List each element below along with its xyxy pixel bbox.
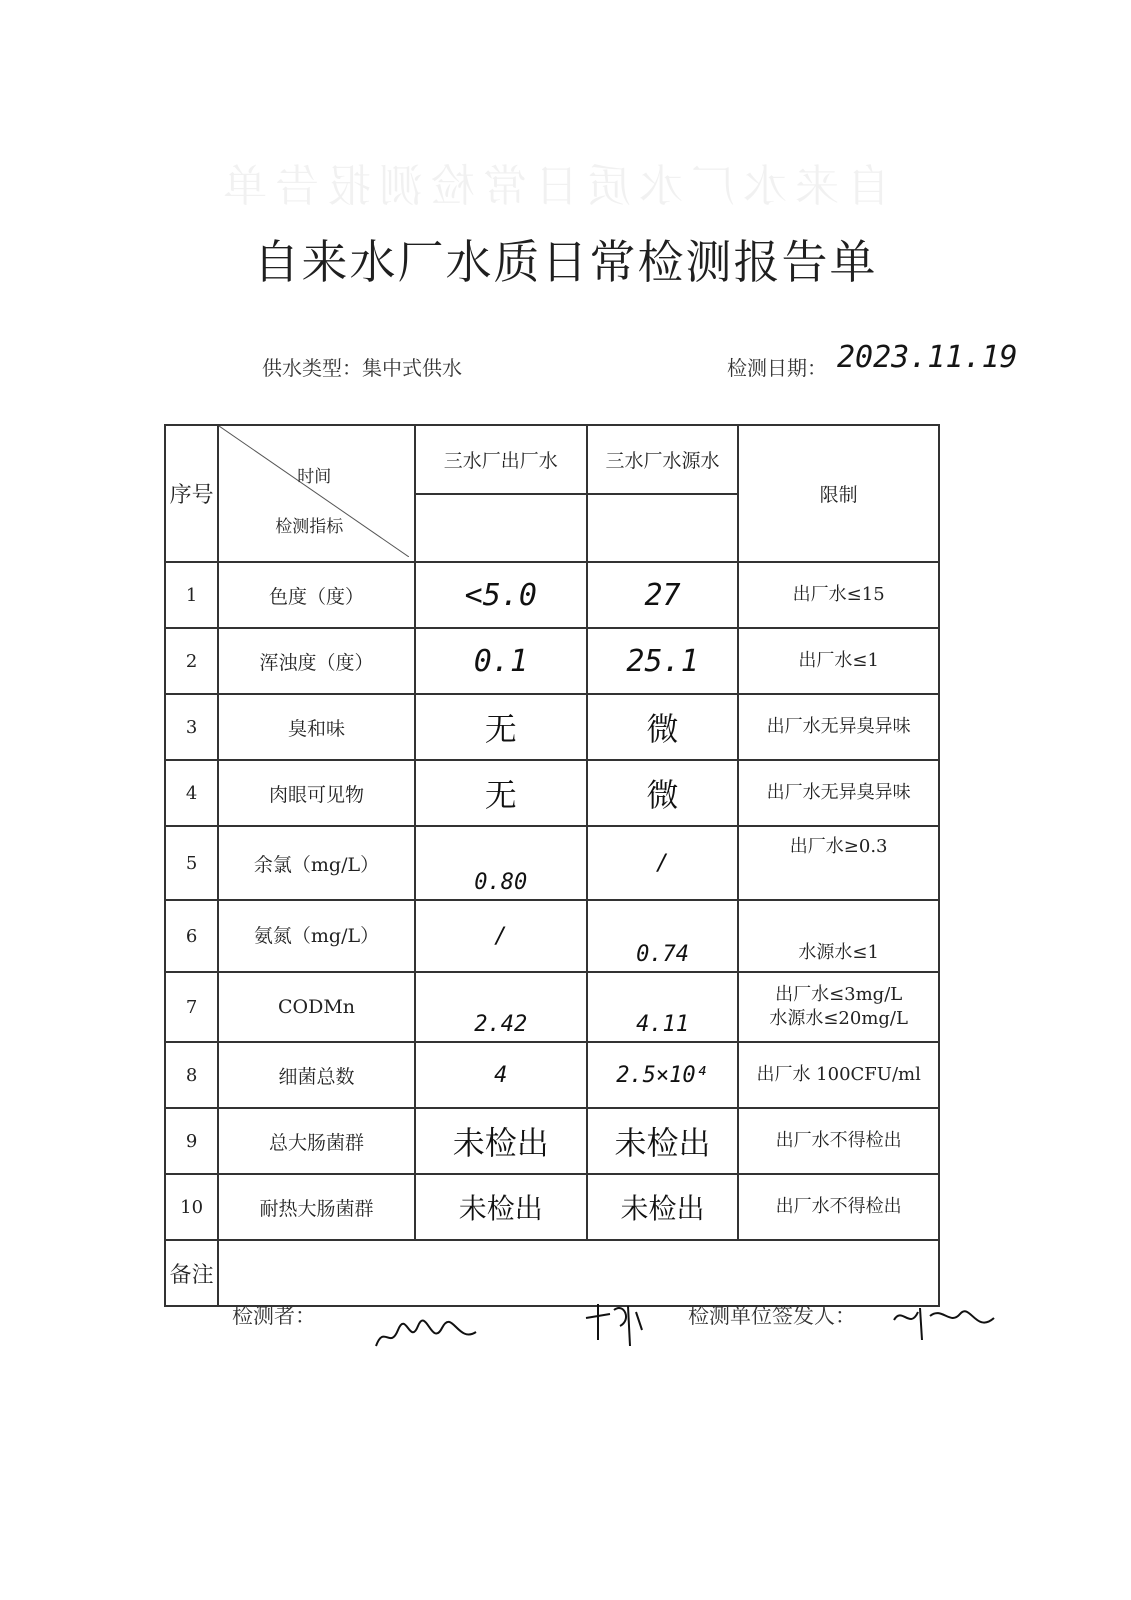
report-table	[164, 424, 940, 1307]
tester-signature-1	[372, 1316, 482, 1356]
page-title: 自来水厂水质日常检测报告单	[253, 235, 878, 289]
row-index: 9	[165, 1108, 218, 1174]
row-index: 1	[165, 562, 218, 628]
source-value: 未检出	[587, 1174, 739, 1240]
table-row	[165, 1042, 939, 1108]
source-value: 0.74	[587, 900, 739, 972]
limit-value: 出厂水≥0.3	[738, 826, 939, 900]
diag-time-label: 时间	[297, 467, 332, 487]
source-value: 25.1	[587, 628, 739, 694]
outlet-value: 2.42	[415, 972, 587, 1042]
source-value: 未检出	[587, 1108, 739, 1174]
source-value: /	[587, 826, 739, 900]
supply-type-label: 供水类型：	[262, 356, 362, 380]
issuer-signature	[890, 1300, 1000, 1344]
tester-signature-2	[580, 1300, 650, 1350]
col-source-header: 三水厂水源水	[587, 425, 739, 494]
test-date-value: 2023.11.19	[837, 340, 1018, 375]
table-row	[165, 694, 939, 760]
limit-value	[738, 972, 939, 1042]
outlet-value: 未检出	[415, 1108, 587, 1174]
row-index: 7	[165, 972, 218, 1042]
source-value: 27	[587, 562, 739, 628]
row-index: 5	[165, 826, 218, 900]
table-row	[165, 972, 939, 1042]
show-through-text: 自来水厂水质日常检测报告单	[215, 161, 891, 212]
header-row	[165, 425, 939, 494]
outlet-value: 无	[415, 760, 587, 826]
limit-line-1: 出厂水≤3mg/L	[775, 984, 903, 1005]
limit-value: 出厂水不得检出	[738, 1174, 939, 1240]
row-label: 臭和味	[218, 694, 415, 760]
limit-value: 出厂水≤15	[738, 562, 939, 628]
remarks-row	[165, 1240, 939, 1306]
row-index: 8	[165, 1042, 218, 1108]
row-label: 氨氮（mg/L）	[218, 900, 415, 972]
diagonal-header	[218, 425, 415, 562]
table-row	[165, 826, 939, 900]
table-row	[165, 760, 939, 826]
remarks-label: 备注	[165, 1240, 218, 1306]
outlet-value: <5.0	[415, 562, 587, 628]
limit-value: 出厂水≤1	[738, 628, 939, 694]
seq-header: 序号	[165, 425, 218, 562]
source-value: 4.11	[587, 972, 739, 1042]
col-source-subcell	[587, 494, 739, 562]
row-index: 10	[165, 1174, 218, 1240]
supply-type	[262, 352, 462, 381]
col-outlet-subcell	[415, 494, 587, 562]
diag-indicator-label: 检测指标	[275, 517, 344, 537]
issuer-label: 检测单位签发人：	[688, 1304, 856, 1328]
col-limit-header: 限制	[738, 425, 939, 562]
outlet-value: 4	[415, 1042, 587, 1108]
outlet-value: 无	[415, 694, 587, 760]
row-index: 3	[165, 694, 218, 760]
limit-value: 出厂水不得检出	[738, 1108, 939, 1174]
outlet-value: 0.1	[415, 628, 587, 694]
limit-value: 出厂水无异臭异味	[738, 760, 939, 826]
outlet-value: /	[415, 900, 587, 972]
row-label: CODMn	[218, 972, 415, 1042]
test-date-label: 检测日期：	[727, 356, 827, 380]
diagonal-line	[219, 426, 409, 557]
outlet-value: 未检出	[415, 1174, 587, 1240]
source-value: 微	[587, 760, 739, 826]
table-row	[165, 562, 939, 628]
row-index: 4	[165, 760, 218, 826]
table-row	[165, 900, 939, 972]
table-row	[165, 628, 939, 694]
row-label: 总大肠菌群	[218, 1108, 415, 1174]
source-value: 2.5×10⁴	[587, 1042, 739, 1108]
outlet-value: 0.80	[415, 826, 587, 900]
remarks-content	[218, 1240, 939, 1306]
supply-type-value: 集中式供水	[362, 356, 462, 380]
row-label: 余氯（mg/L）	[218, 826, 415, 900]
col-outlet-header: 三水厂出厂水	[415, 425, 587, 494]
limit-value: 水源水≤1	[738, 900, 939, 972]
tester-label: 检测者：	[232, 1304, 316, 1328]
limit-value: 出厂水 100CFU/ml	[738, 1042, 939, 1108]
source-value: 微	[587, 694, 739, 760]
row-label: 肉眼可见物	[218, 760, 415, 826]
row-label: 色度（度）	[218, 562, 415, 628]
limit-line-2: 水源水≤20mg/L	[769, 1008, 908, 1029]
table-row	[165, 1174, 939, 1240]
table-row	[165, 1108, 939, 1174]
limit-value: 出厂水无异臭异味	[738, 694, 939, 760]
row-label: 细菌总数	[218, 1042, 415, 1108]
row-index: 6	[165, 900, 218, 972]
row-label: 浑浊度（度）	[218, 628, 415, 694]
row-label: 耐热大肠菌群	[218, 1174, 415, 1240]
row-index: 2	[165, 628, 218, 694]
